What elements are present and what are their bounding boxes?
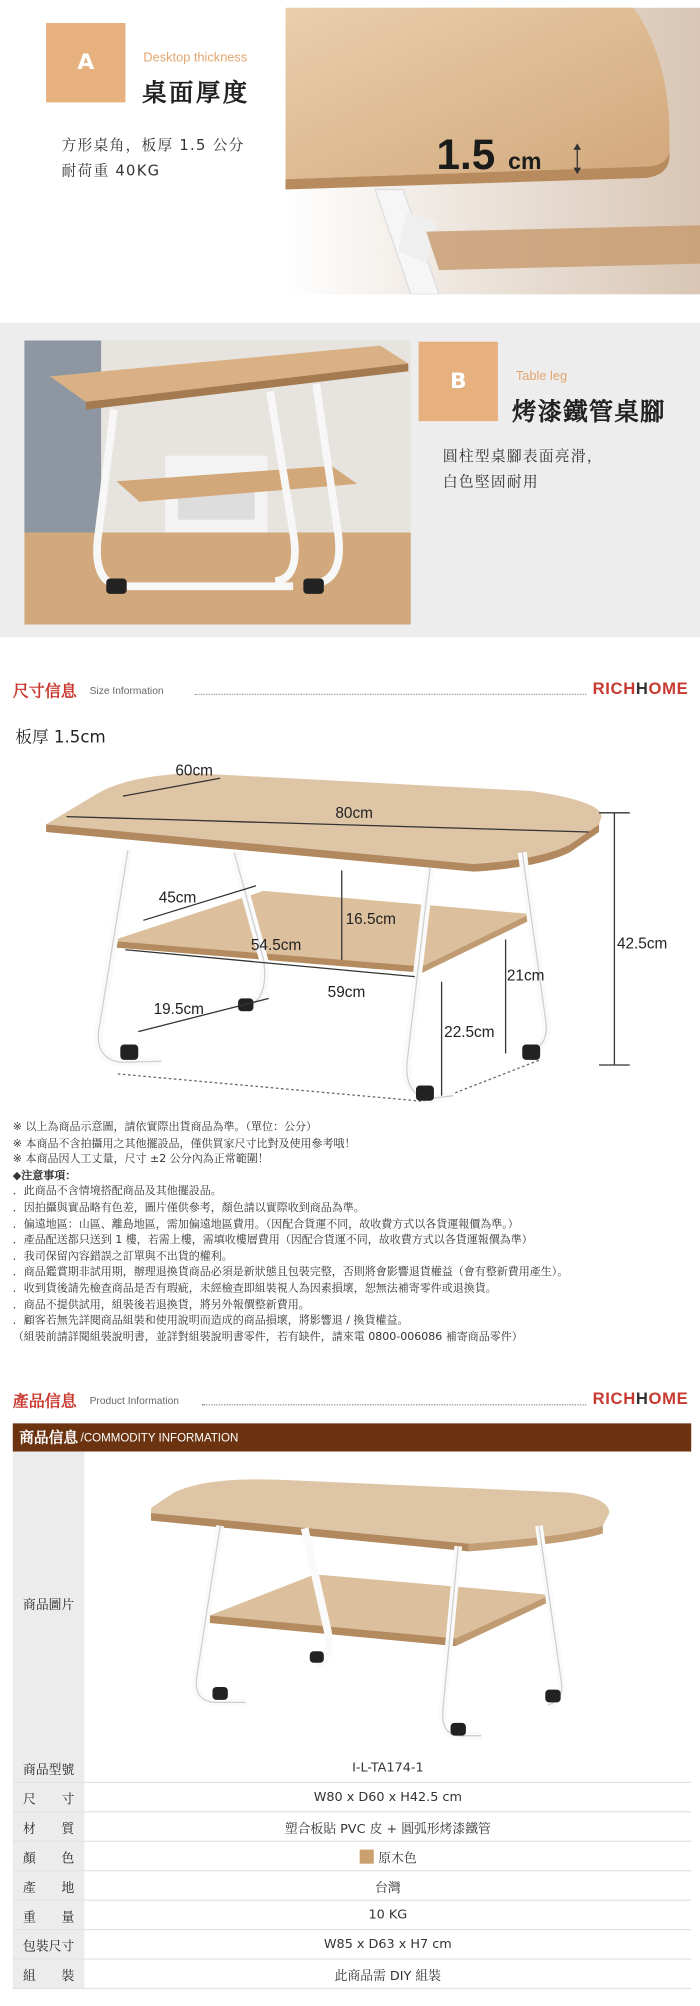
row-value: W80 x D60 x H42.5 cm xyxy=(84,1782,691,1811)
brand-logo xyxy=(593,1389,689,1408)
product-section-title: 產品信息 xyxy=(12,1391,77,1411)
caution-line: ．商品鑑賞期非試用期，辦理退換貨商品必須是新狀態且包裝完整，否則將會影響退貨權益（會有整新費用產生）。 xyxy=(12,1266,569,1280)
commodity-header-zh: 商品信息 xyxy=(19,1428,79,1447)
dim-height-21: 21cm xyxy=(506,966,545,985)
row-label: 顏 色 xyxy=(13,1841,85,1870)
color-name: 原木色 xyxy=(378,1851,417,1866)
feature-a-badge-letter: A xyxy=(77,49,95,76)
caution-title: ◆注意事項： xyxy=(12,1169,77,1183)
feature-b-badge-letter: B xyxy=(449,368,467,395)
feature-a-desc xyxy=(61,132,244,183)
table-leg-photo xyxy=(24,340,411,624)
table-row xyxy=(13,1782,691,1811)
caution-line: ．偏遠地區：山區、離島地區，需加偏遠地區費用。（因配合貨運不同，故收費方式以各貨運報價為準。） xyxy=(12,1218,519,1231)
color-swatch xyxy=(359,1849,373,1863)
caution-line: ．產品配送都只送到 1 樓，若需上樓，需填收樓層費用（因配合貨運不同，故收費方式以各貨運報價為準） xyxy=(12,1234,533,1247)
table-row xyxy=(13,1841,691,1870)
brand-logo-h: H xyxy=(635,678,649,698)
row-value: I-L-TA174-1 xyxy=(84,1754,691,1783)
row-label: 尺 寸 xyxy=(13,1782,85,1811)
commodity-info-table xyxy=(13,1754,691,1990)
commodity-header-bar xyxy=(13,1423,691,1451)
dim-height-16-5: 16.5cm xyxy=(345,910,396,928)
product-section-divider xyxy=(202,1404,586,1405)
product-section-subtitle: Product Information xyxy=(89,1395,179,1407)
thickness-unit: cm xyxy=(508,147,542,174)
product-image-label: 商品圖片 xyxy=(13,1452,85,1754)
row-label: 材 質 xyxy=(13,1812,85,1841)
dim-height-19-5: 19.5cm xyxy=(153,999,204,1018)
feature-a-desc-line: 耐荷重 40KG xyxy=(61,161,161,180)
row-value: 此商品需 DIY 組裝 xyxy=(84,1959,691,1988)
row-label: 包裝尺寸 xyxy=(13,1930,85,1959)
feature-b-desc xyxy=(443,443,603,494)
row-label: 產 地 xyxy=(13,1871,85,1900)
caution-line: ．顧客若無先詳閱商品組裝和使用說明而造成的商品損壞，將影響退 / 換貨權益。 xyxy=(12,1314,409,1328)
size-section-divider xyxy=(195,694,587,695)
dim-width-80: 80cm xyxy=(335,803,373,822)
size-section-title: 尺寸信息 xyxy=(12,680,77,701)
size-section-subtitle: Size Information xyxy=(89,684,164,697)
row-label: 商品型號 xyxy=(13,1754,85,1783)
dim-height-22-5: 22.5cm xyxy=(444,1022,495,1041)
dimension-diagram xyxy=(0,742,700,1120)
dim-height-42-5: 42.5cm xyxy=(616,934,668,953)
dim-width-59: 59cm xyxy=(327,983,366,1001)
table-row xyxy=(13,1812,691,1841)
feature-b-title: 烤漆鐵管桌腳 xyxy=(512,398,666,427)
row-value: 10 KG xyxy=(84,1900,691,1929)
brand-logo-red: RICH xyxy=(592,678,636,698)
table-row xyxy=(13,1871,691,1900)
brand-logo-h: H xyxy=(635,1388,649,1408)
table-row xyxy=(13,1900,691,1929)
dim-depth-45: 45cm xyxy=(158,888,197,907)
note-line: ※ 本商品因人工丈量，尺寸 ±2 公分內為正常範圍！ xyxy=(12,1153,269,1167)
assembly-footer-note: （組裝前請詳閱組裝說明書，並詳對組裝說明書零件，若有缺件，請來電 0800-006086 補寄商品零件） xyxy=(12,1330,523,1344)
caution-line: ．商品不提供試用，組裝後若退換貨，將另外報價整新費用。 xyxy=(12,1298,310,1312)
brand-logo-rest: OME xyxy=(648,678,689,698)
product-image xyxy=(84,1452,691,1754)
note-line: ※ 以上為商品示意圖，請依實際出貨商品為準。（單位：公分） xyxy=(12,1121,318,1135)
row-value: 塑合板貼 PVC 皮 + 圓弧形烤漆鐵管 xyxy=(84,1812,691,1841)
commodity-header-en: /COMMODITY INFORMATION xyxy=(80,1431,239,1444)
row-value: 台灣 xyxy=(84,1871,691,1900)
dim-width-60: 60cm xyxy=(175,761,213,780)
row-label: 重 量 xyxy=(13,1900,85,1929)
table-row xyxy=(13,1930,691,1959)
row-label: 組 裝 xyxy=(13,1959,85,1988)
feature-a-subtitle: Desktop thickness xyxy=(143,51,248,66)
note-line: ※ 本商品不含拍攝用之其他擺設品，僅供買家尺寸比對及使用參考哦！ xyxy=(12,1137,356,1151)
table-row xyxy=(13,1754,691,1783)
notes-block xyxy=(13,1120,691,1346)
table-row xyxy=(13,1959,691,1988)
thickness-value: 1.5 xyxy=(436,130,496,178)
brand-logo xyxy=(593,678,689,697)
feature-b-desc-line: 圓柱型桌腳表面亮滑， xyxy=(442,446,603,465)
brand-logo-rest: OME xyxy=(648,1388,689,1408)
row-value: W85 x D63 x H7 cm xyxy=(84,1930,691,1959)
feature-a-desc-line: 方形桌角，板厚 1.5 公分 xyxy=(61,135,245,154)
brand-logo-red: RICH xyxy=(592,1388,636,1408)
caution-line: ．此商品不含情境搭配商品及其他擺設品。 xyxy=(12,1185,222,1199)
feature-b-desc-line: 白色堅固耐用 xyxy=(442,472,539,491)
feature-a-badge xyxy=(46,23,125,102)
caution-line: ．因拍攝與實品略有色差，圖片僅供參考，顏色請以實際收到商品為準。 xyxy=(12,1201,365,1215)
feature-b-subtitle: Table leg xyxy=(515,369,568,384)
feature-b-badge xyxy=(419,342,498,421)
dim-width-54-5: 54.5cm xyxy=(250,935,302,954)
thickness-label: 板厚 1.5cm xyxy=(15,728,106,748)
tabletop-thickness-photo xyxy=(285,8,700,295)
caution-line: ．收到貨後請先檢查商品是否有瑕疵，未經檢查即組裝視人為因素損壞，恕無法補寄零件或退換貨。 xyxy=(12,1282,497,1296)
feature-a-title: 桌面厚度 xyxy=(142,79,250,108)
caution-line: ．我司保留內容錯誤之訂單與不出貨的權利。 xyxy=(12,1250,233,1264)
row-value-color xyxy=(84,1841,691,1870)
